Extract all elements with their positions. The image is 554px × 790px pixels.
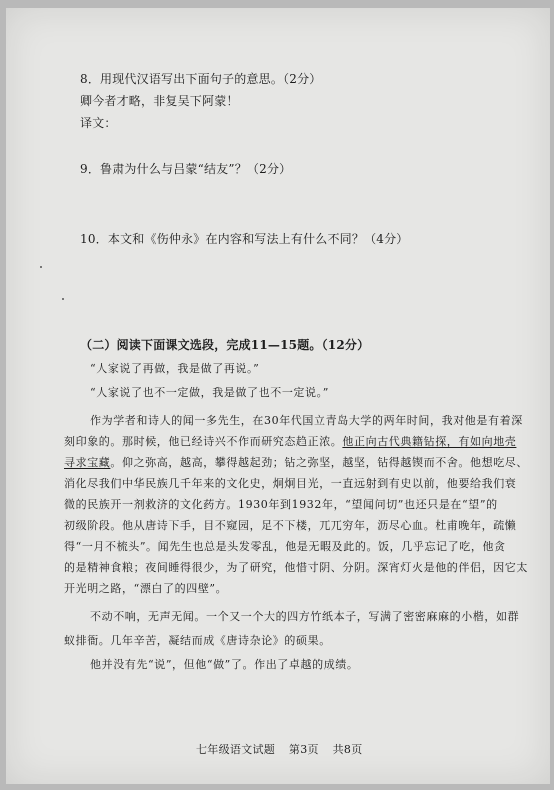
text-segment: 作为学者和诗人的闻一多先生，在30年代国立青岛大学的两年时间，我对他是有着深 bbox=[90, 414, 523, 427]
footer-page: 第3页 bbox=[288, 743, 319, 756]
text-segment: 的是精神食粮；夜间睡得很少，为了研究，他惜寸阴、分阴。深宵灯火是他的伴侣，因它太 bbox=[64, 561, 528, 574]
paragraph-1-line bbox=[64, 433, 516, 449]
question-10: 10．本文和《伤仲永》在内容和写法上有什么不同？（4分） bbox=[80, 232, 409, 246]
question-8-title: 8．用现代汉语写出下面句子的意思。（2分） bbox=[80, 72, 322, 86]
underlined-text: 他正向古代典籍钻探，有如向地壳 bbox=[342, 435, 517, 448]
question-9: 9．鲁肃为什么与吕蒙“结友”？（2分） bbox=[80, 162, 292, 176]
section-2-title: （二）阅读下面课文选段，完成11—15题。（12分） bbox=[80, 338, 370, 352]
paragraph-1-line bbox=[90, 412, 523, 428]
scan-speck bbox=[62, 298, 64, 300]
paragraph-1-line bbox=[64, 580, 227, 596]
paragraph-3: 他并没有先“说”，但他“做”了。作出了卓越的成绩。 bbox=[90, 658, 359, 671]
paragraph-1-line bbox=[64, 454, 528, 470]
paragraph-1-line bbox=[64, 559, 528, 575]
quote-2: “人家说了也不一定做，我是做了也不一定说。” bbox=[90, 386, 329, 399]
text-segment: 得“一月不梳头”。闻先生也总是头发零乱，他是无暇及此的。饭，几乎忘记了吃，他贪 bbox=[64, 540, 506, 553]
scan-speck bbox=[40, 266, 42, 268]
paragraph-1-line bbox=[64, 517, 516, 533]
paragraph-1-line bbox=[64, 538, 506, 554]
paragraph-1-line bbox=[64, 496, 498, 512]
paragraph-1-line bbox=[64, 475, 516, 491]
footer-subject: 七年级语文试题 bbox=[196, 743, 276, 756]
question-8-answer-label: 译文： bbox=[80, 116, 117, 130]
text-segment: 初级阶段。他从唐诗下手，目不窥园，足不下楼，兀兀穷年，沥尽心血。杜甫晚年，疏懒 bbox=[64, 519, 517, 532]
page-footer bbox=[196, 741, 363, 757]
text-segment: 消化尽我们中华民族几千年来的文化史，炯炯目光，一直远射到有史以前，他要给我们衰 bbox=[64, 477, 517, 490]
exam-page bbox=[6, 8, 550, 784]
text-segment: 开光明之路，“漂白了的四壁”。 bbox=[64, 582, 228, 595]
paragraph-2-line-2: 蚁排衙。几年辛苦，凝结而成《唐诗杂论》的硕果。 bbox=[64, 634, 331, 647]
footer-total: 共8页 bbox=[332, 743, 363, 756]
text-segment: 刻印象的。那时候，他已经诗兴不作而研究态趋正浓。 bbox=[64, 435, 343, 448]
underlined-text: 寻求宝藏 bbox=[64, 456, 111, 469]
text-segment: 。仰之弥高，越高，攀得越起劲；钻之弥坚，越坚，钻得越锲而不舍。他想吃尽、 bbox=[110, 456, 529, 469]
text-segment: 微的民族开一剂救济的文化药方。1930年到1932年，“望闻问切”也还只是在“望”的 bbox=[64, 498, 498, 511]
paragraph-2-line-1: 不动不响，无声无闻。一个又一个大的四方竹纸本子，写满了密密麻麻的小楷，如群 bbox=[90, 610, 520, 623]
question-8-sentence: 卿今者才略，非复吴下阿蒙！ bbox=[80, 94, 239, 108]
quote-1: “人家说了再做，我是做了再说。” bbox=[90, 362, 260, 375]
